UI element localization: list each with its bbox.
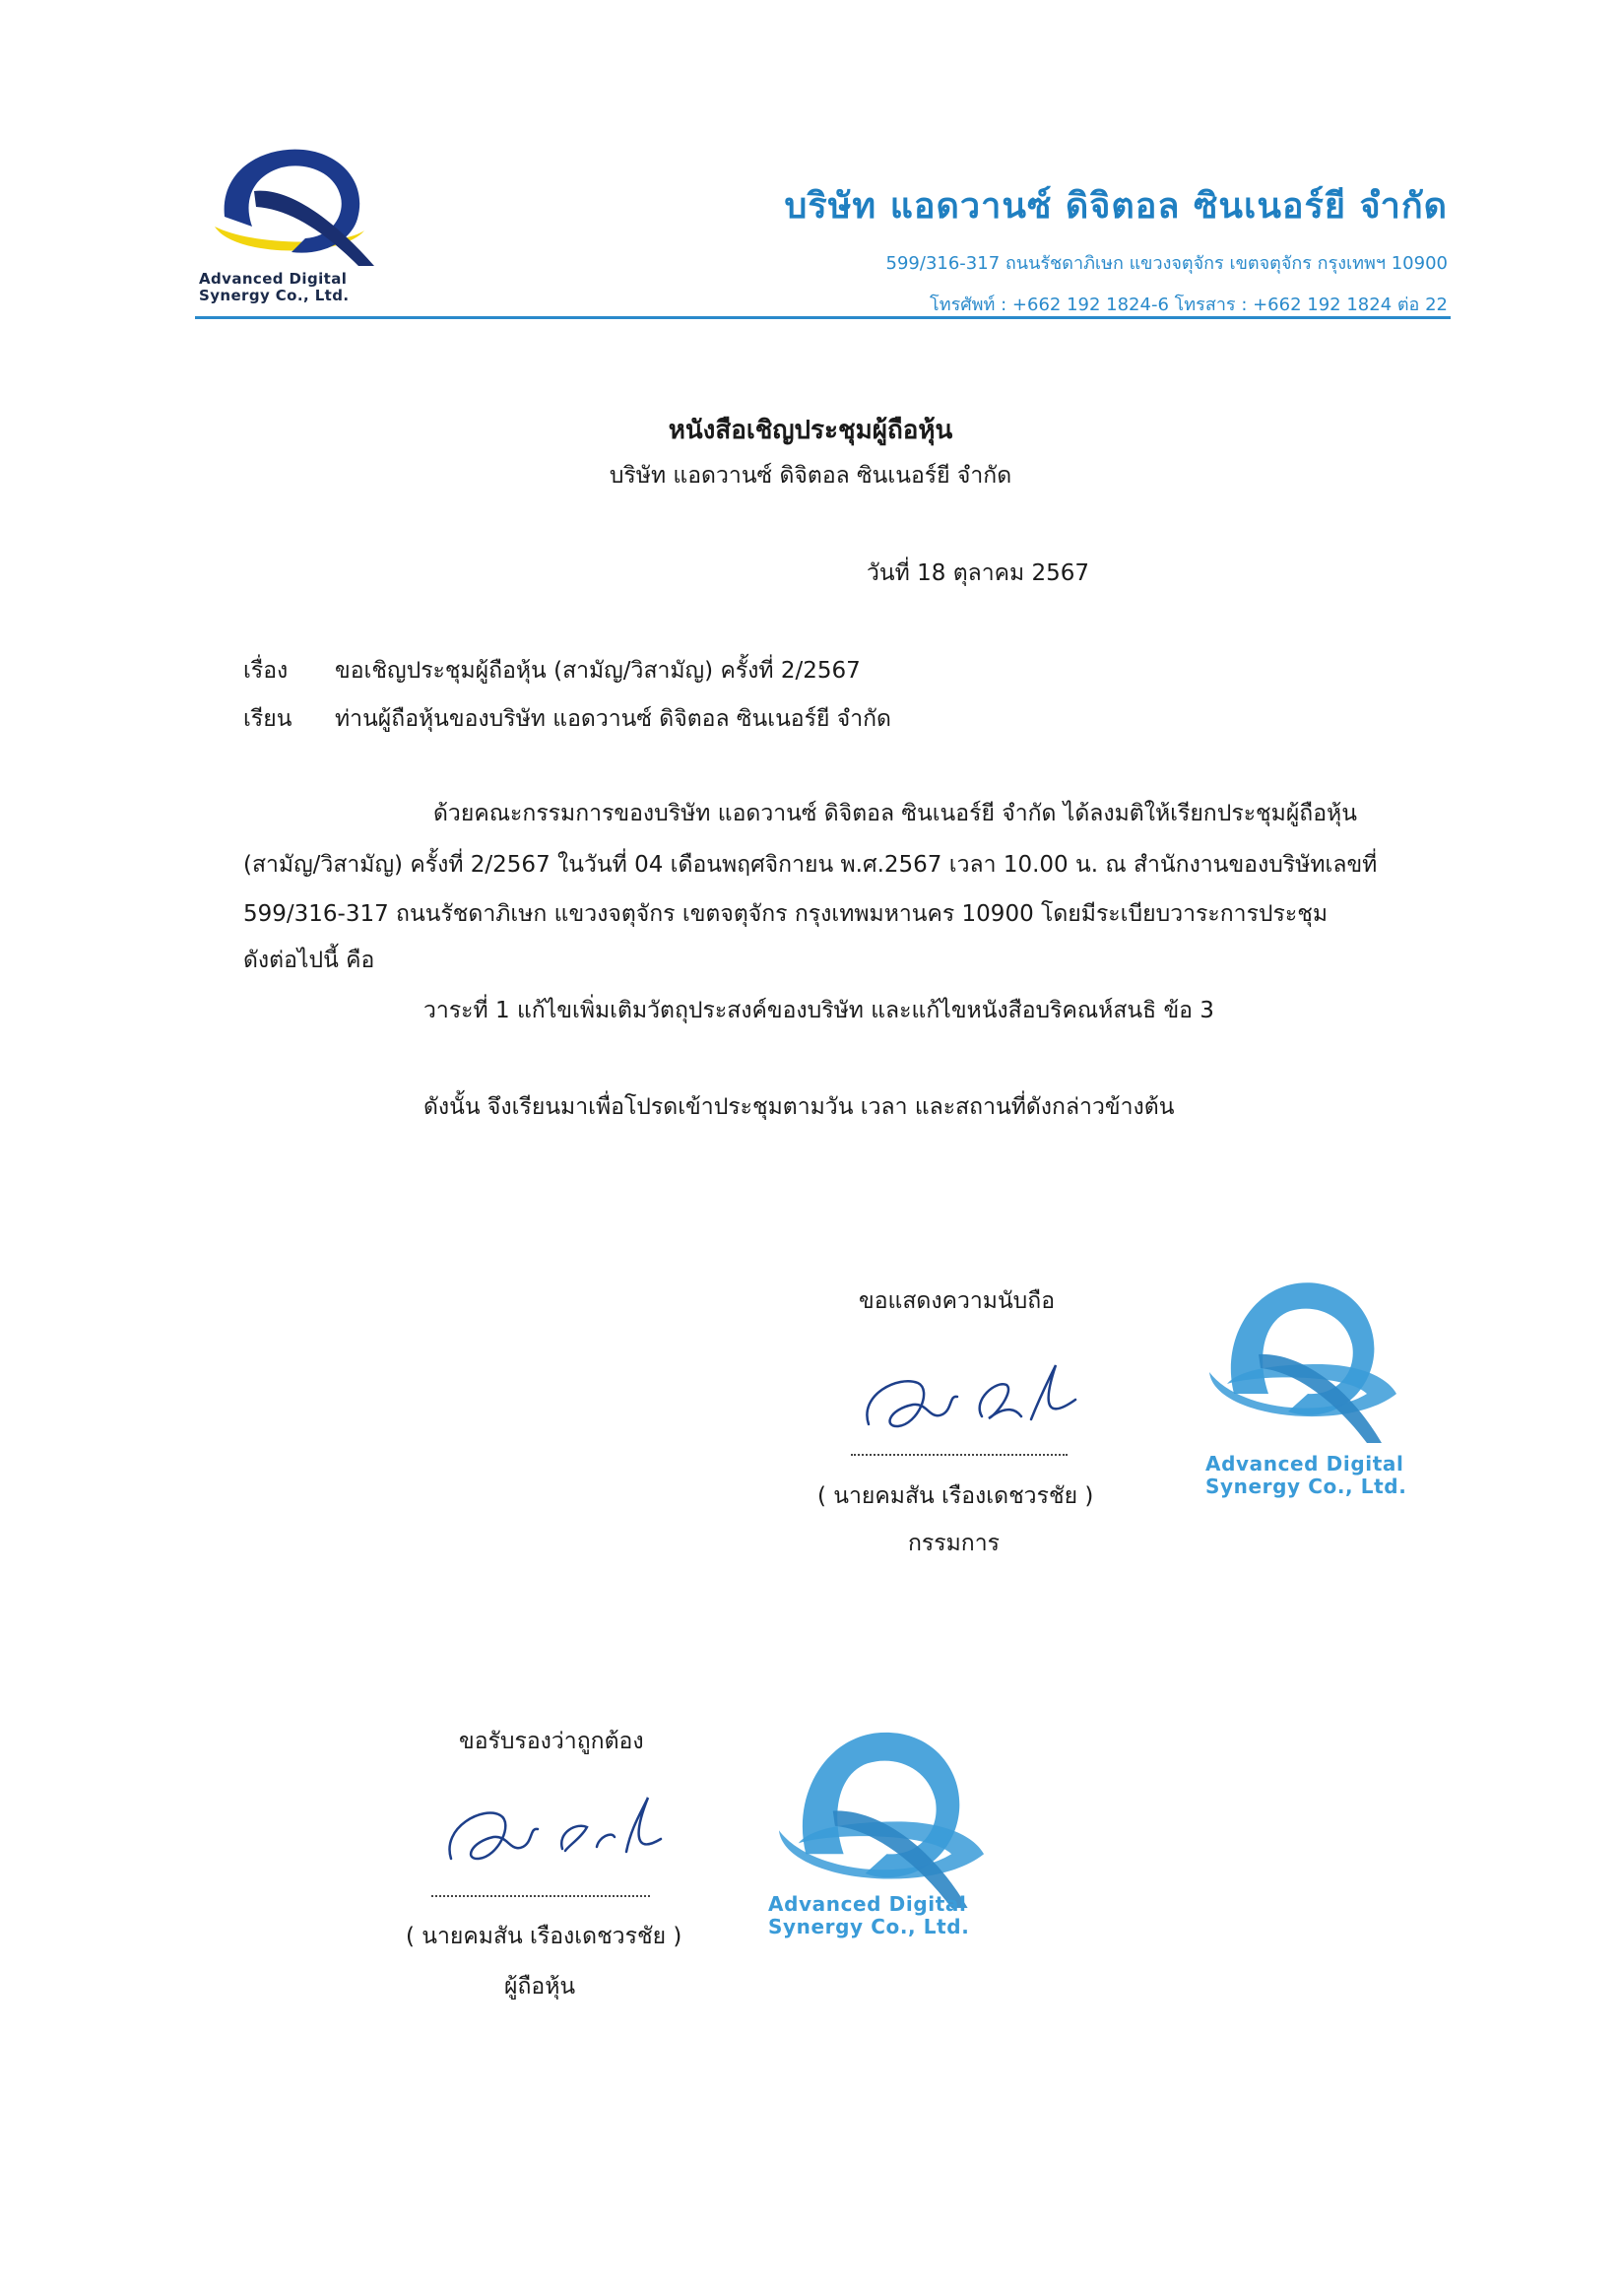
signature2-line [431,1895,650,1897]
document-date: วันที่ 18 ตุลาคม 2567 [867,560,1090,586]
company-name-header: บริษัท แอดวานซ์ ดิจิตอล ซินเนอร์ยี จำกัด [784,186,1448,227]
signature2-name: ( นายคมสัน เรืองเดชวรชัย ) [406,1924,682,1949]
signature2-position: ผู้ถือหุ้น [504,1974,576,2000]
body-line-3: 599/316-317 ถนนรัชดาภิเษก แขวงจตุจักร เขตจตุจักร กรุงเทพมหานคร 10900 โดยมีระเบียบวาระการประชุม [243,901,1329,927]
stamp-1-caption-line1: Advanced Digital [1205,1452,1404,1476]
stamp-1-mark [1200,1246,1406,1453]
body-line-1: ด้วยคณะกรรมการของบริษัท แอดวานซ์ ดิจิตอล ซินเนอร์ยี จำกัด ได้ลงมติให้เรียกประชุมผู้ถือหุ้น [433,801,1357,826]
body-line-2: (สามัญ/วิสามัญ) ครั้งที่ 2/2567 ในวันที่ 04 เดือนพฤศจิกายน พ.ศ.2567 เวลา 10.00 น. ณ สำนักงานของบริษัทเลขที่ [243,852,1378,878]
logo-caption-line1: Advanced Digital [199,270,348,288]
stamp-2-caption-line1: Advanced Digital [768,1892,967,1916]
signature2-mark [439,1788,666,1876]
company-phone: โทรศัพท์ : +662 192 1824-6 โทรสาร : +662 192 1824 ต่อ 22 [930,295,1448,315]
document-title: หนังสือเชิญประชุมผู้ถือหุ้น [668,416,953,445]
signature1-line [851,1454,1068,1456]
signature1-name: ( นายคมสัน เรืองเดชวรชัย ) [817,1483,1094,1509]
agenda-item-1: วาระที่ 1 แก้ไขเพิ่มเติมวัตถุประสงค์ของบริษัท และแก้ไขหนังสือบริคณห์สนธิ ข้อ 3 [423,998,1214,1023]
subject-label: เรื่อง [243,658,289,684]
body-line-4: ดังต่อไปนี้ คือ [243,948,375,973]
subject-text: ขอเชิญประชุมผู้ถือหุ้น (สามัญ/วิสามัญ) ครั้งที่ 2/2567 [335,658,861,684]
recipient-label: เรียน [243,706,292,732]
company-stamp-2 [768,1692,1024,1938]
company-address: 599/316-317 ถนนรัชดาภิเษก แขวงจตุจักร เขตจตุจักร กรุงเทพฯ 10900 [885,253,1448,274]
signature1-mark [859,1355,1085,1444]
company-logo [195,140,392,312]
closing-paragraph: ดังนั้น จึงเรียนมาเพื่อโปรดเข้าประชุมตามวัน เวลา และสถานที่ดังกล่าวข้างต้น [423,1094,1175,1120]
stamp-2-mark [768,1692,995,1919]
header-divider [195,316,1451,319]
logo-caption-line2: Synergy Co., Ltd. [199,287,350,304]
recipient-text: ท่านผู้ถือหุ้นของบริษัท แอดวานซ์ ดิจิตอล ซินเนอร์ยี จำกัด [335,706,891,732]
signature1-position: กรรมการ [908,1531,1000,1556]
stamp-1-caption-line2: Synergy Co., Ltd. [1205,1475,1407,1498]
document-subtitle: บริษัท แอดวานซ์ ดิจิตอล ซินเนอร์ยี จำกัด [609,463,1012,489]
signature1-salutation: ขอแสดงความนับถือ [859,1288,1056,1314]
stamp-2-caption-line2: Synergy Co., Ltd. [768,1915,970,1938]
company-stamp-1 [1200,1246,1456,1498]
company-logo-mark [195,140,392,273]
signature2-salutation: ขอรับรองว่าถูกต้อง [459,1729,644,1754]
